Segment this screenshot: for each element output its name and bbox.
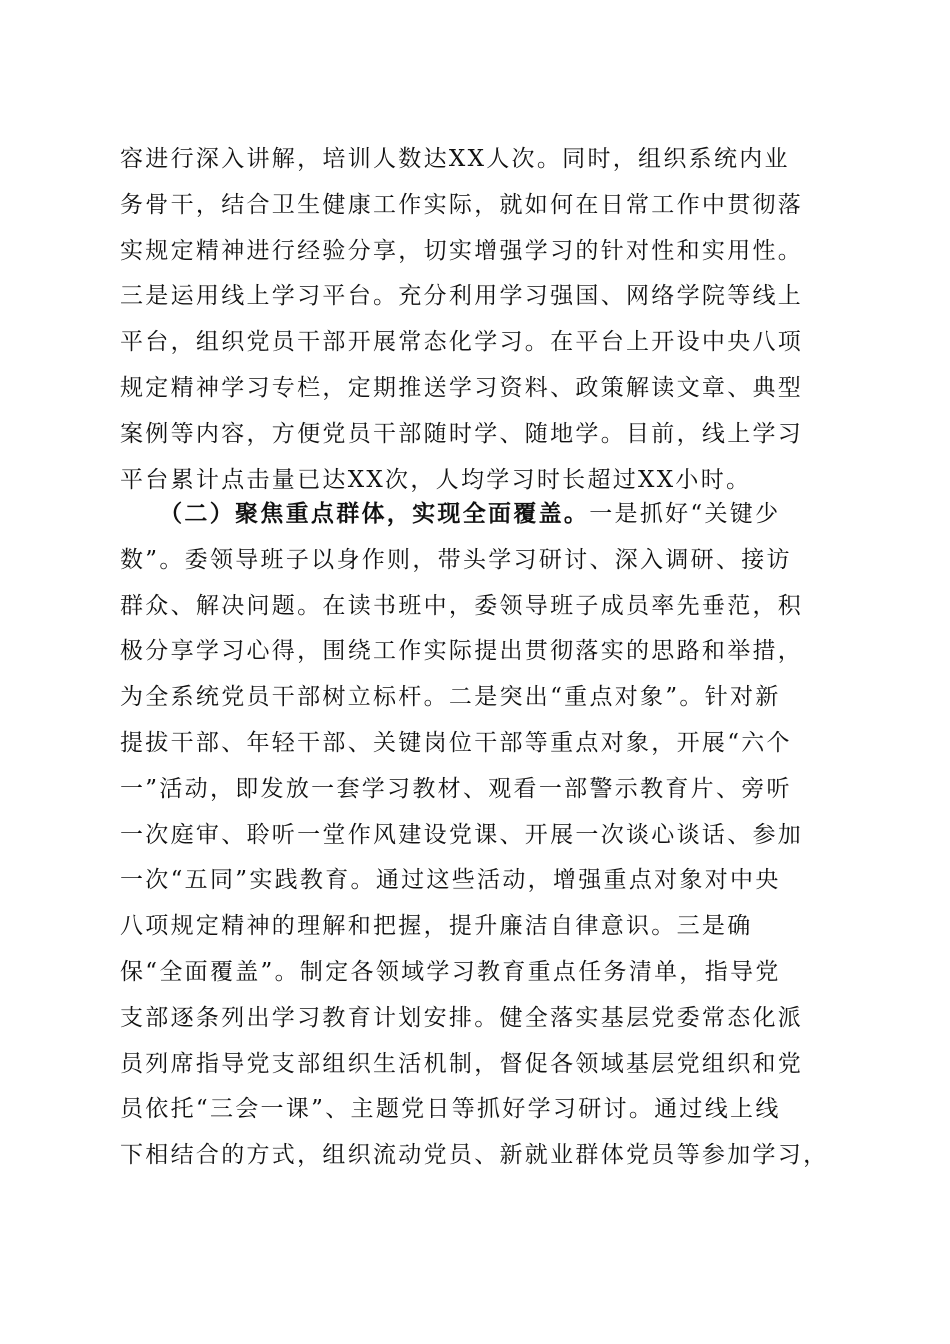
text-line: 平台累计点击量已达XX次，人均学习时长超过XX小时。 <box>120 466 752 493</box>
text-line: 一次“五同”实践教育。通过这些活动，增强重点对象对中央 <box>120 867 781 894</box>
paragraph-key-groups-full-coverage <box>120 491 832 1178</box>
text-line: 员依托“三会一课”、主题党日等抓好学习研讨。通过线上线 <box>120 1096 781 1123</box>
text-line: 数”。委领导班子以身作则，带头学习研讨、深入调研、接访 <box>120 546 792 573</box>
text-line: 容进行深入讲解，培训人数达XX人次。同时，组织系统内业 <box>120 146 790 172</box>
text-line: 极分享学习心得，围绕工作实际提出贯彻落实的思路和举措， <box>120 638 804 665</box>
text-line: 支部逐条列出学习教育计划安排。健全落实基层党委常态化派 <box>120 1004 804 1031</box>
text-line: 下相结合的方式，组织流动党员、新就业群体党员等参加学习， <box>120 1142 829 1169</box>
paragraph-first-line <box>120 491 832 537</box>
text-line: 员列席指导党支部组织生活机制，督促各领域基层党组织和党 <box>120 1050 804 1077</box>
text-line: 为全系统党员干部树立标杆。二是突出“重点对象”。针对新 <box>120 684 781 711</box>
text-line: 八项规定精神的理解和把握，提升廉洁自律意识。三是确 <box>120 913 753 940</box>
text-run: 一是抓好“关键少 <box>589 501 781 527</box>
text-line: 一次庭审、聆听一堂作风建设党课、开展一次谈心谈话、参加 <box>120 821 804 848</box>
text-line: 提拔干部、年轻干部、关键岗位干部等重点对象，开展“六个 <box>120 729 792 756</box>
text-line: 群众、解决问题。在读书班中，委领导班子成员率先垂范，积 <box>120 592 804 619</box>
text-line: 平台，组织党员干部开展常态化学习。在平台上开设中央八项 <box>120 329 804 356</box>
text-line: 实规定精神进行经验分享，切实增强学习的针对性和实用性。 <box>120 237 804 264</box>
text-line: 案例等内容，方便党员干部随时学、随地学。目前，线上学习 <box>120 420 804 447</box>
text-line: 保“全面覆盖”。制定各领域学习教育重点任务清单，指导党 <box>120 958 781 985</box>
text-line: 三是运用线上学习平台。充分利用学习强国、网络学院等线上 <box>120 283 804 310</box>
text-line: 规定精神学习专栏，定期推送学习资料、政策解读文章、典型 <box>120 374 804 401</box>
paragraph-training-and-online-platform <box>120 136 832 502</box>
text-line: 务骨干，结合卫生健康工作实际，就如何在日常工作中贯彻落 <box>120 191 804 218</box>
paragraph-indent <box>120 501 171 527</box>
text-line: 一”活动，即发放一套学习教材、观看一部警示教育片、旁听 <box>120 775 792 802</box>
section-heading-lead: （二）聚焦重点群体，实现全面覆盖。 <box>170 500 590 527</box>
